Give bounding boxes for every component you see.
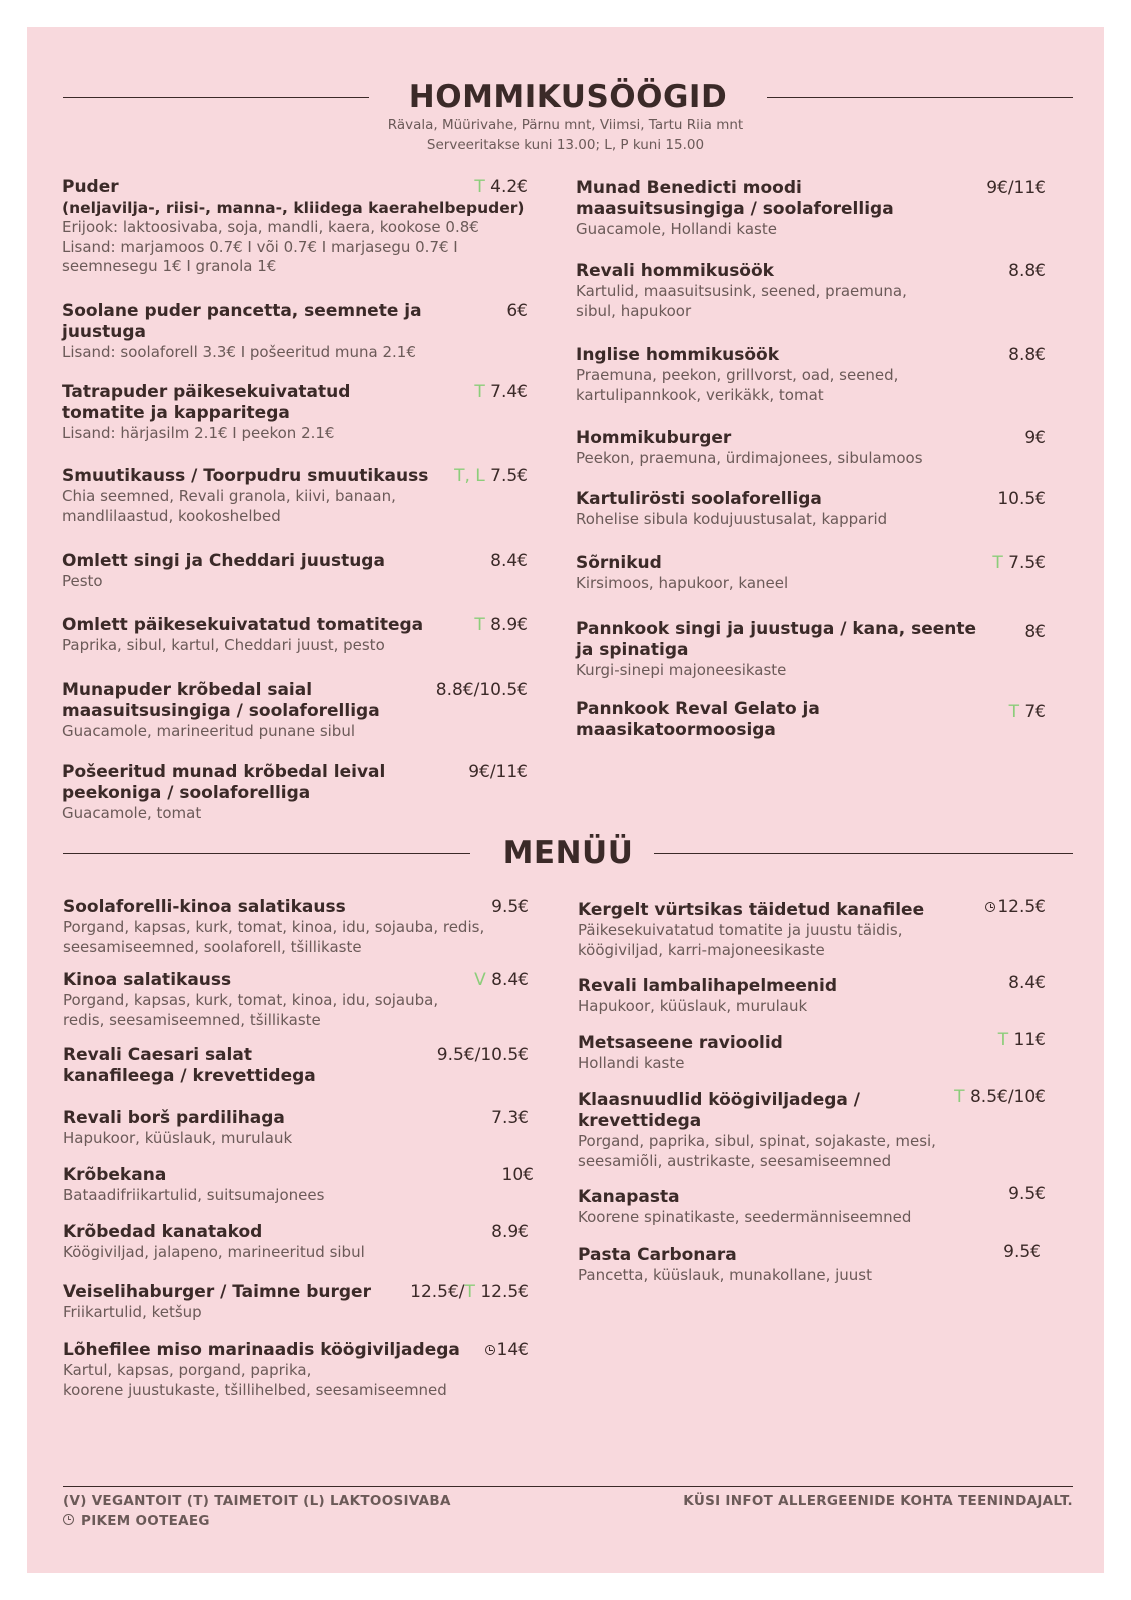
item-name: Pannkook singi ja juustuga / kana, seente ja spinatiga — [576, 619, 977, 660]
item-price: 8.8€ — [1008, 345, 1046, 365]
clock-icon — [63, 1514, 74, 1525]
item-name: Kinoa salatikauss — [63, 970, 232, 990]
item-price: 9€/11€ — [986, 178, 1046, 198]
breakfast-right-column — [576, 178, 1046, 749]
item-name: Lõhefilee miso marinaadis köögiviljadega — [63, 1340, 460, 1360]
item-name: Munad Benedicti moodi maasuitsusingiga / soolaforelliga — [576, 178, 894, 219]
breakfast-locations: Rävala, Müürivahe, Pärnu mnt, Viimsi, Tartu Riia mnt — [387, 117, 744, 133]
item-price: 10.5€ — [997, 489, 1046, 509]
menu-item — [576, 553, 1046, 619]
menu-item — [578, 1184, 1046, 1245]
item-description: Hollandi kaste — [578, 1054, 685, 1072]
menu-item — [578, 897, 1046, 976]
menu-item — [62, 177, 528, 301]
item-description: Lisand: härjasilm 2.1€ I peekon 2.1€ — [62, 424, 335, 442]
item-price: T 7.4€ — [474, 382, 528, 402]
footer-legend — [63, 1491, 451, 1531]
item-name: Veiselihaburger / Taimne burger — [63, 1282, 371, 1302]
item-price: 14€ — [485, 1340, 529, 1361]
item-description: Praemuna, peekon, grillvorst, oad, seened, kartulipannkook, verikäkk, tomat — [576, 366, 899, 404]
menu-item — [576, 699, 1046, 749]
item-price: 6€ — [506, 301, 528, 321]
menu-item — [62, 615, 528, 680]
item-price: T 7€ — [1008, 702, 1046, 722]
menu-item — [63, 1165, 534, 1222]
item-name: Hommikuburger — [576, 428, 732, 448]
item-price: 8.4€ — [1008, 973, 1046, 993]
menu-item — [63, 1045, 529, 1108]
item-description: Hapukoor, küüslauk, murulauk — [578, 997, 808, 1015]
menu-item — [63, 970, 529, 1045]
menu-item — [576, 261, 1046, 345]
item-name: Puder — [62, 177, 119, 197]
item-name: Tatrapuder päikesekuivatatud tomatite ja kapparitega — [62, 382, 351, 423]
clock-icon — [485, 1345, 495, 1355]
item-name: Pošeeritud munad krõbedal leival peekoniga / soolaforelliga — [62, 762, 386, 803]
item-price: 9.5€ — [491, 897, 529, 917]
item-name: Revali Caesari salat kanafileega / krevettidega — [63, 1045, 316, 1086]
item-price: 9€/11€ — [468, 762, 528, 782]
menu-page — [27, 27, 1104, 1573]
item-price: 8.8€/10.5€ — [435, 680, 528, 700]
menu-item — [63, 897, 529, 970]
item-description: Guacamole, tomat — [62, 804, 202, 822]
item-description: Chia seemned, Revali granola, kiivi, banaan, mandlilaastud, kookoshelbed — [62, 487, 396, 525]
breakfast-serving-hours: Serveeritakse kuni 13.00; L, P kuni 15.00 — [426, 137, 705, 153]
menu-header — [63, 833, 1073, 873]
item-name: Inglise hommikusöök — [576, 345, 780, 365]
menu-item — [62, 762, 528, 826]
item-name: Smuutikauss / Toorpudru smuutikauss — [62, 466, 429, 486]
item-name: Revali lambalihapelmeenid — [578, 976, 838, 996]
clock-icon — [985, 902, 995, 912]
breakfast-title: HOMMIKUSÖÖGID — [408, 79, 728, 115]
item-description: Bataadifriikartulid, suitsumajonees — [63, 1186, 325, 1204]
item-description: Pesto — [62, 572, 103, 590]
menu-item — [578, 1242, 1046, 1297]
menu-item — [578, 1087, 1046, 1187]
item-description: Pancetta, küüslauk, munakollane, juust — [578, 1266, 873, 1284]
menu-item — [62, 382, 528, 466]
footer-rule — [63, 1486, 1073, 1487]
menu-item — [576, 345, 1046, 428]
item-name: Kartulirösti soolaforelliga — [576, 489, 822, 509]
header-rule-right — [654, 853, 1073, 854]
item-price: T, L 7.5€ — [454, 466, 528, 486]
item-price: T 4.2€ — [474, 177, 528, 197]
menu-item — [62, 301, 528, 382]
item-price: 12.5€ — [985, 897, 1046, 918]
menu-item — [63, 1222, 529, 1282]
item-description: Rohelise sibula kodujuustusalat, kapparid — [576, 510, 888, 528]
item-description: Koorene spinatikaste, seedermänniseemned — [578, 1208, 912, 1226]
item-description: Erijook: laktoosivaba, soja, mandli, kaera, kookose 0.8€ Lisand: marjamoos 0.7€ I või 0.7€ I marjasegu 0.7€ I seemnesegu 1€ I granola 1€ — [62, 218, 479, 275]
menu-right-column — [578, 897, 1046, 1297]
item-price: 9€ — [1024, 428, 1046, 448]
item-description: Lisand: soolaforell 3.3€ I pošeeritud muna 2.1€ — [62, 343, 416, 361]
item-price: 12.5€/T 12.5€ — [410, 1282, 529, 1302]
item-name: Kanapasta — [578, 1187, 680, 1207]
menu-item — [576, 178, 1046, 261]
item-price: 9.5€/10.5€ — [436, 1045, 529, 1065]
menu-item — [578, 973, 1046, 1033]
item-name: Krõbekana — [63, 1165, 167, 1185]
item-description: Porgand, paprika, sibul, spinat, sojakaste, mesi, seesamiõli, austrikaste, seesamiseemned — [578, 1132, 936, 1170]
breakfast-header — [63, 77, 1073, 117]
item-description: Porgand, kapsas, kurk, tomat, kinoa, idu, sojauba, redis, seesamiseemned, soolaforell, tšillikaste — [63, 918, 485, 956]
item-price: 8.4€ — [490, 551, 528, 571]
item-price: T 8.9€ — [474, 615, 528, 635]
item-price: 8.9€ — [491, 1222, 529, 1242]
item-name: Munapuder krõbedal saial maasuitsusingiga / soolaforelliga — [62, 680, 380, 721]
menu-item — [62, 466, 528, 551]
menu-item — [62, 680, 528, 762]
item-name: Pasta Carbonara — [578, 1245, 737, 1265]
diet-legend: (V) VEGANTOIT (T) TAIMETOIT (L) LAKTOOSIVABA — [63, 1493, 451, 1509]
item-price: 10€ — [501, 1165, 534, 1185]
item-price: T 7.5€ — [992, 553, 1046, 573]
item-description: Guacamole, marineeritud punane sibul — [62, 722, 356, 740]
item-name: Sõrnikud — [576, 553, 662, 573]
menu-item — [62, 551, 528, 615]
header-rule-right — [767, 97, 1073, 98]
item-price: V 8.4€ — [474, 970, 529, 990]
item-name: Klaasnuudlid köögiviljadega / krevettidega — [578, 1090, 860, 1131]
item-description: Guacamole, Hollandi kaste — [576, 220, 777, 238]
item-name: Metsaseene ravioolid — [578, 1033, 783, 1053]
item-price: 8.8€ — [1008, 261, 1046, 281]
allergen-note: KÜSI INFOT ALLERGEENIDE KOHTA TEENINDAJALT. — [683, 1493, 1073, 1509]
item-description: Köögiviljad, jalapeno, marineeritud sibul — [63, 1243, 365, 1261]
item-name: Revali borš pardilihaga — [63, 1108, 285, 1128]
item-name: Soolaforelli-kinoa salatikauss — [63, 897, 346, 917]
item-description: Peekon, praemuna, ürdimajonees, sibulamoos — [576, 449, 923, 467]
item-description: Porgand, kapsas, kurk, tomat, kinoa, idu, sojauba, redis, seesamiseemned, tšillikaste — [63, 991, 439, 1029]
menu-item — [63, 1282, 529, 1340]
menu-item — [576, 619, 1046, 699]
menu-item — [63, 1108, 529, 1165]
item-description: Päikesekuivatatud tomatite ja juustu täidis, köögiviljad, karri-majoneesikaste — [578, 921, 903, 959]
item-description: Friikartulid, ketšup — [63, 1303, 202, 1321]
item-description: Kartulid, maasuitsusink, seened, praemuna, sibul, hapukoor — [576, 282, 907, 320]
item-description: Hapukoor, küüslauk, murulauk — [63, 1129, 293, 1147]
item-name: Omlett päikesekuivatatud tomatitega — [62, 615, 424, 635]
menu-item — [63, 1340, 529, 1404]
item-name: Omlett singi ja Cheddari juustuga — [62, 551, 385, 571]
item-description: Kurgi-sinepi majoneesikaste — [576, 661, 787, 679]
item-subtitle: (neljavilja-, riisi-, manna-, kliidega kaerahelbepuder) — [62, 199, 525, 217]
item-name: Kergelt vürtsikas täidetud kanafilee — [578, 900, 925, 920]
item-price: 9.5€ — [1008, 1184, 1046, 1204]
item-name: Soolane puder pancetta, seemnete ja juustuga — [62, 301, 422, 342]
item-name: Revali hommikusöök — [576, 261, 774, 281]
item-price: 9.5€ — [1003, 1242, 1041, 1262]
breakfast-left-column — [62, 177, 528, 826]
item-price: T 8.5€/10€ — [954, 1087, 1046, 1107]
item-description: Kirsimoos, hapukoor, kaneel — [576, 574, 789, 592]
menu-item — [578, 1030, 1046, 1090]
item-name: Pannkook Reval Gelato ja maasikatoormoosiga — [576, 699, 820, 740]
item-price: T 11€ — [997, 1030, 1046, 1050]
item-description: Kartul, kapsas, porgand, paprika, koorene juustukaste, tšillihelbed, seesamiseemned — [63, 1361, 447, 1399]
menu-title: MENÜÜ — [502, 835, 634, 871]
item-description: Paprika, sibul, kartul, Cheddari juust, pesto — [62, 636, 385, 654]
menu-item — [576, 428, 1046, 489]
wait-legend: PIKEM OOTEAEG — [63, 1511, 451, 1531]
item-price: 8€ — [1024, 622, 1046, 642]
item-name: Krõbedad kanatakod — [63, 1222, 263, 1242]
item-price: 7.3€ — [491, 1108, 529, 1128]
menu-item — [576, 489, 1046, 553]
menu-left-column — [63, 897, 534, 1404]
